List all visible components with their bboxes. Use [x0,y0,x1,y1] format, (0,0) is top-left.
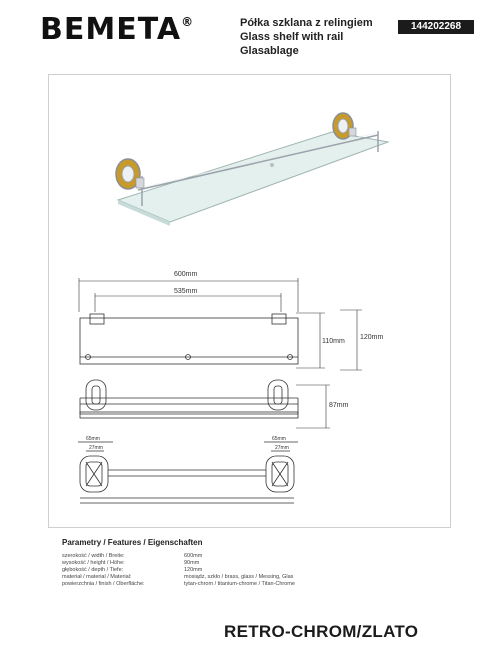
front-view [80,314,298,364]
param-value: tytan-chrom / titanium-chrome / Titan-Chrome [184,581,295,587]
dim-width-inner: 535mm [174,288,198,295]
param-row [62,560,442,567]
param-label: głębokość / depth / Tiefe: [62,567,124,573]
title-pl: Półka szklana z relingiem [240,17,373,29]
param-row [62,574,442,581]
dim-bracket-right: 65mm [272,436,286,442]
param-label: wysokość / height / Höhe: [62,560,125,566]
dim-height-total: 120mm [360,334,384,341]
dimension-lines [79,278,362,428]
dim-bracket-left: 65mm [86,436,100,442]
param-value: 90mm [184,560,200,566]
param-value: 600mm [184,553,203,559]
finish-line-title: RETRO-CHROM/ZLATO [224,622,419,641]
title-en: Glass shelf with rail [240,31,344,43]
registered-mark: ® [181,15,195,29]
detail-view [78,442,298,503]
param-label: szerokość / width / Breite: [62,553,125,559]
dim-width-total: 600mm [174,271,198,278]
param-row [62,553,442,560]
param-value: 120mm [184,567,203,573]
parameters-heading: Parametry / Features / Eigenschaften [62,538,203,547]
dim-height-front: 110mm [322,338,345,345]
dim-depth: 87mm [329,402,349,409]
param-label: powierzchnia / finish / Oberfläche: [62,581,145,587]
param-row [62,581,442,588]
brand-name: BEMETA [40,12,182,47]
top-view [80,380,298,418]
product-code-badge: 144202268 [398,20,474,34]
parameters-section [62,538,442,588]
param-row [62,567,442,574]
param-value: mosiądz, szkło / brass, glass / Messing, Glas [184,574,294,580]
dim-base-left: 27mm [89,445,103,451]
title-de: Glasablage [240,45,299,57]
product-photo [116,113,388,226]
dim-base-right: 27mm [275,445,289,451]
param-label: materiał / material / Material: [62,574,132,580]
